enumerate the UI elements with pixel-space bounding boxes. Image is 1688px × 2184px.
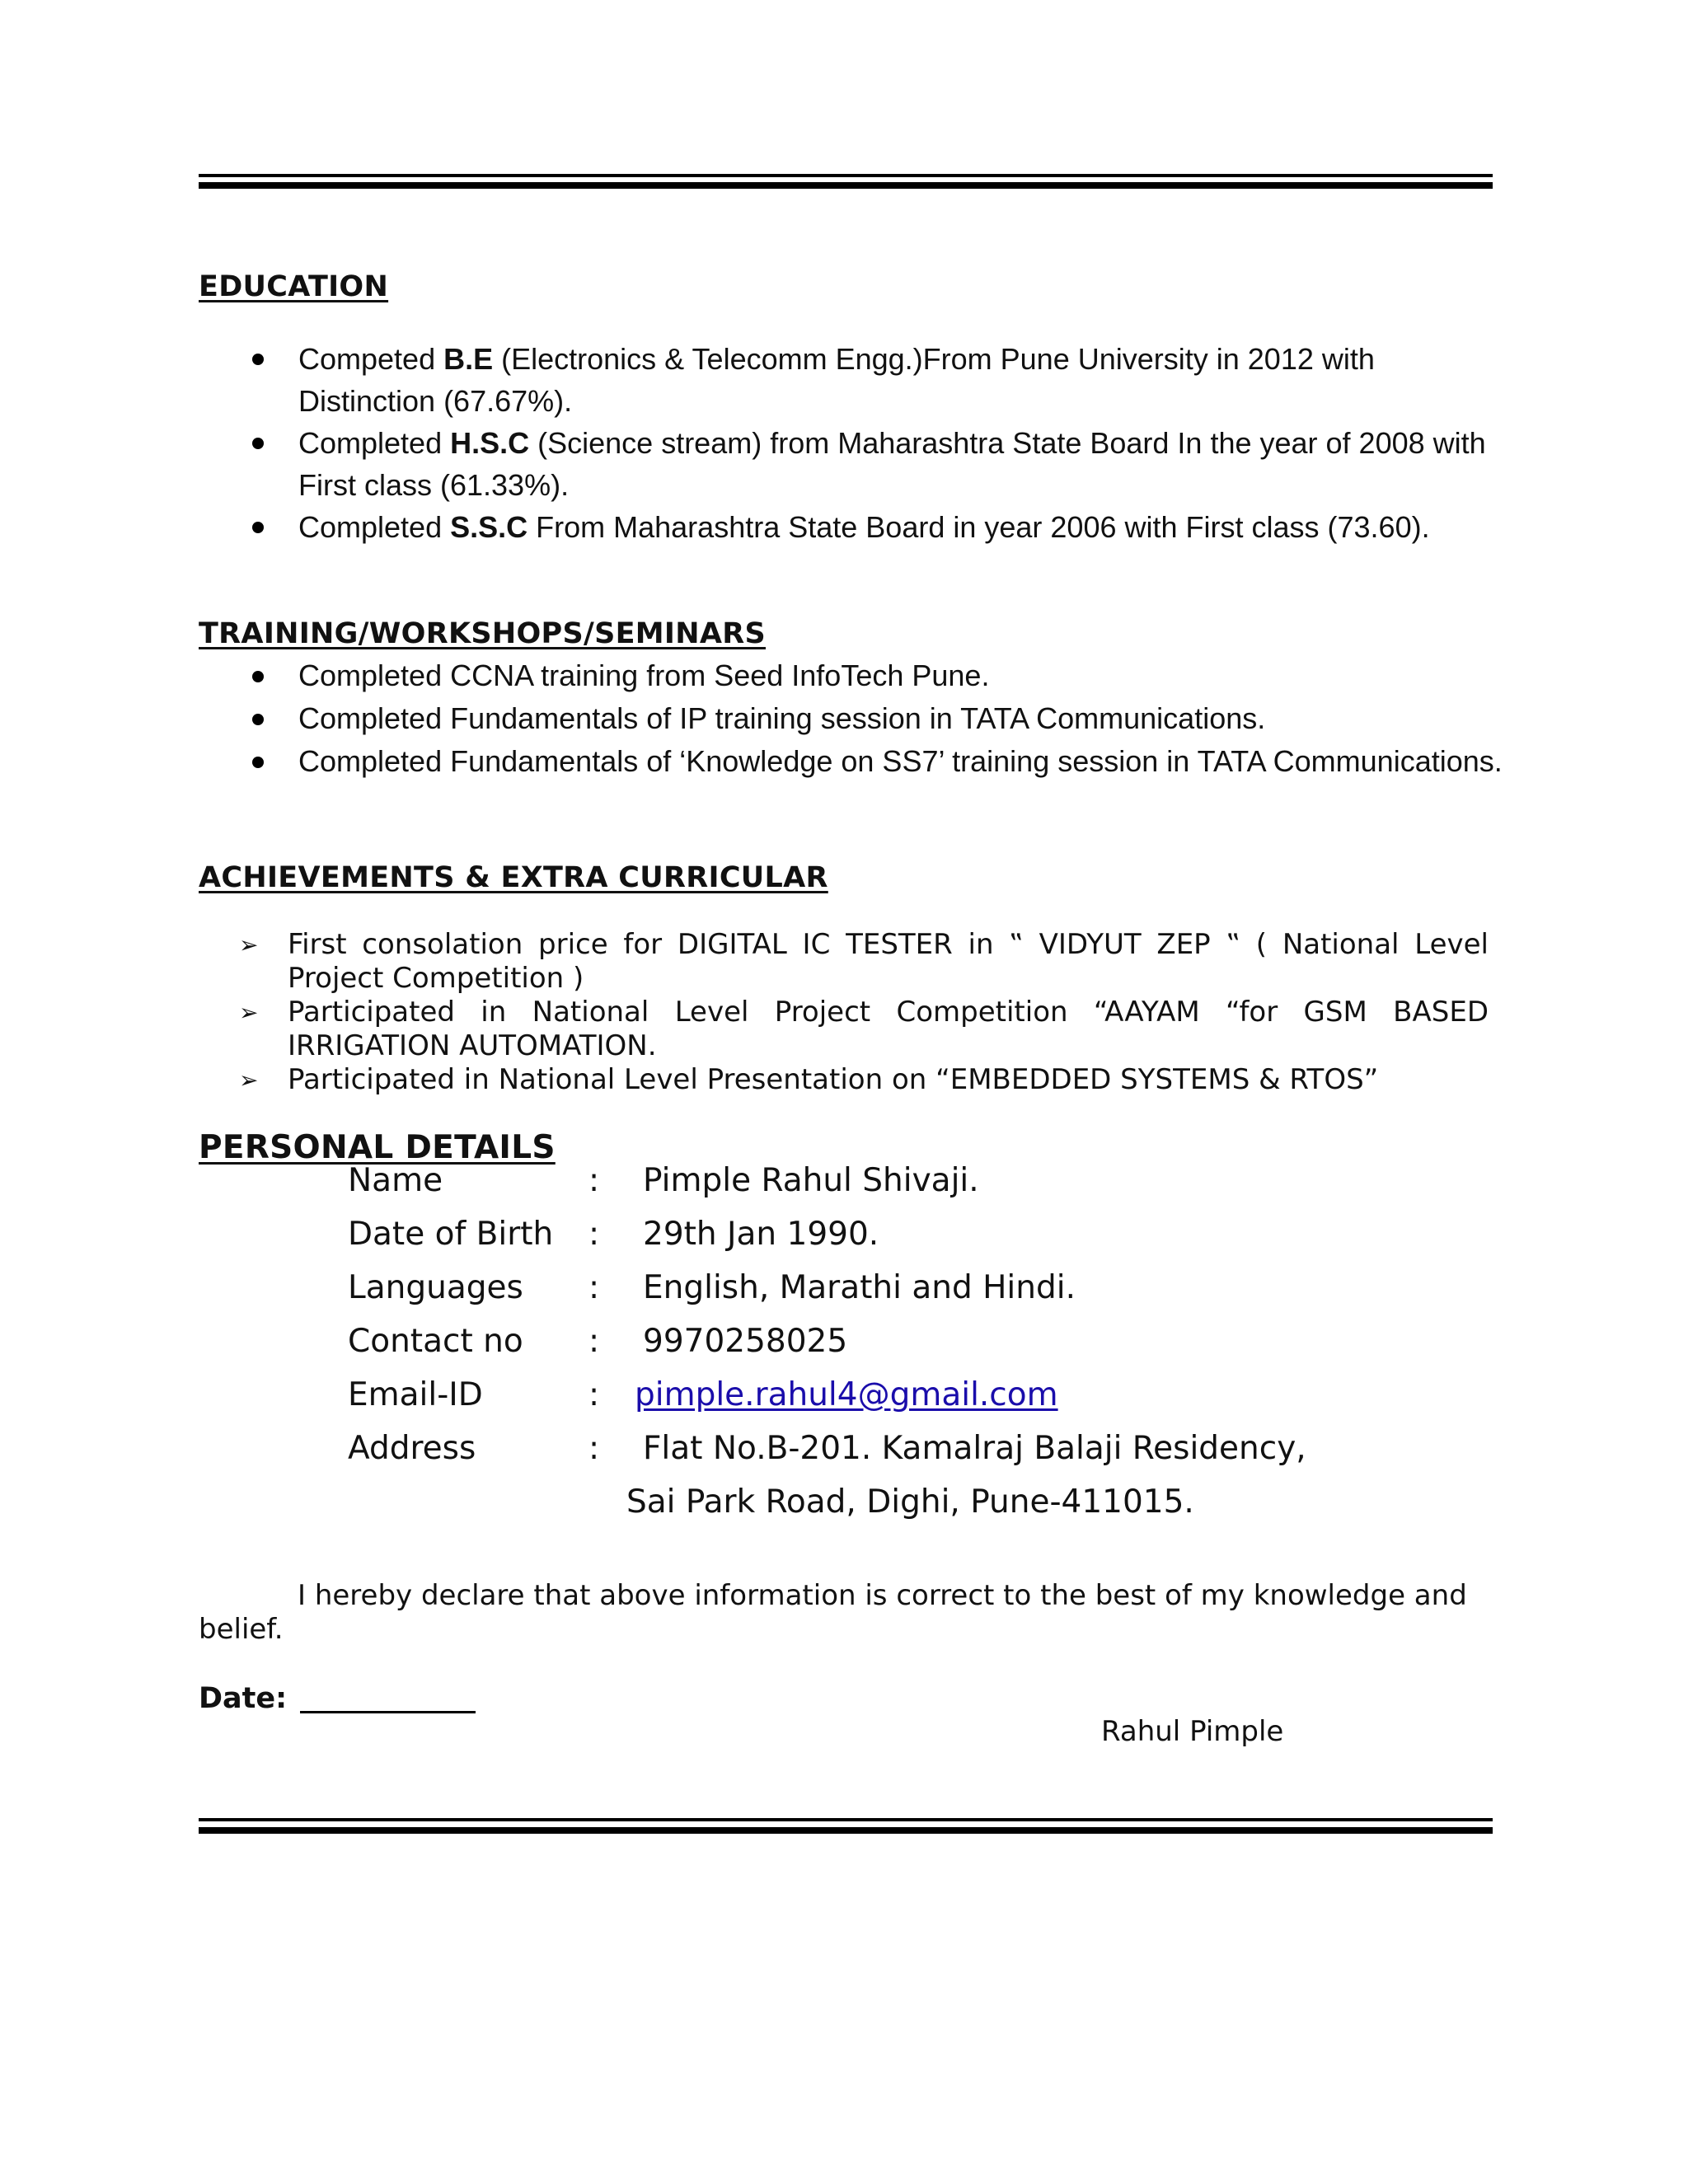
arrow-bullet-icon: ➢ bbox=[239, 999, 259, 1026]
achievements-heading: ACHIEVEMENTS & EXTRA CURRICULAR bbox=[199, 861, 828, 894]
education-item: Competed B.E (Electronics & Telecomm Engg.)From Pune University in 2012 with Distinction (67.67%). bbox=[247, 338, 1508, 422]
date-label: Date: bbox=[199, 1682, 288, 1715]
bullet-icon bbox=[252, 438, 264, 449]
training-heading: TRAINING/WORKSHOPS/SEMINARS bbox=[199, 617, 766, 650]
detail-label: Contact no bbox=[348, 1323, 523, 1360]
address-line-2: Sai Park Road, Dighi, Pune-411015. bbox=[626, 1483, 1194, 1521]
detail-separator: : bbox=[588, 1216, 600, 1253]
detail-value: Pimple Rahul Shivaji. bbox=[643, 1162, 979, 1199]
training-item: Completed Fundamentals of ‘Knowledge on SS7’ training session in TATA Communications. bbox=[247, 741, 1508, 782]
detail-value: English, Marathi and Hindi. bbox=[643, 1269, 1076, 1306]
arrow-bullet-icon: ➢ bbox=[239, 931, 259, 958]
achievement-item: ➢ First consolation price for DIGITAL IC TESTER in ‟ VIDYUT ZEP ‟ ( National Level Project Competition ) bbox=[239, 928, 1489, 995]
training-list bbox=[247, 655, 1508, 784]
education-item: Completed H.S.C (Science stream) from Maharashtra State Board In the year of 2008 with First class (61.33%). bbox=[247, 422, 1508, 506]
bullet-icon bbox=[252, 671, 264, 682]
detail-value: Flat No.B-201. Kamalraj Balaji Residency, bbox=[643, 1430, 1306, 1467]
bottom-divider-thick bbox=[199, 1827, 1493, 1834]
education-heading: EDUCATION bbox=[199, 270, 389, 303]
email-link[interactable]: pimple.rahul4@gmail.com bbox=[635, 1376, 1058, 1413]
detail-value: 9970258025 bbox=[643, 1323, 848, 1360]
achievement-item: ➢ Participated in National Level Presentation on “EMBEDDED SYSTEMS & RTOS” bbox=[239, 1063, 1379, 1096]
detail-separator: : bbox=[588, 1430, 600, 1467]
bottom-divider-thin bbox=[199, 1818, 1493, 1821]
top-divider-thin bbox=[199, 174, 1493, 177]
arrow-bullet-icon: ➢ bbox=[239, 1066, 259, 1094]
bullet-icon bbox=[252, 522, 264, 533]
training-item: Completed CCNA training from Seed InfoTech Pune. bbox=[247, 655, 1508, 696]
declaration-text: I hereby declare that above information is correct to the best of my knowledge and belief. bbox=[199, 1579, 1467, 1646]
bullet-icon bbox=[252, 354, 264, 365]
bullet-icon bbox=[252, 714, 264, 725]
personal-details-heading: PERSONAL DETAILS bbox=[199, 1129, 556, 1166]
detail-label: Address bbox=[348, 1430, 476, 1467]
detail-label: Email-ID bbox=[348, 1376, 483, 1413]
achievements-list bbox=[239, 928, 1489, 1097]
education-list bbox=[247, 338, 1508, 548]
training-item: Completed Fundamentals of IP training session in TATA Communications. bbox=[247, 698, 1508, 739]
education-item: Completed S.S.C From Maharashtra State Board in year 2006 with First class (73.60). bbox=[247, 506, 1508, 548]
detail-separator: : bbox=[588, 1162, 600, 1199]
signature-name: Rahul Pimple bbox=[1101, 1715, 1284, 1748]
date-blank-line bbox=[300, 1711, 476, 1713]
bullet-icon bbox=[252, 757, 264, 768]
detail-label: Languages bbox=[348, 1269, 523, 1306]
detail-separator: : bbox=[588, 1323, 600, 1360]
detail-separator: : bbox=[588, 1269, 600, 1306]
detail-label: Name bbox=[348, 1162, 443, 1199]
detail-value: 29th Jan 1990. bbox=[643, 1216, 879, 1253]
top-divider-thick bbox=[199, 182, 1493, 189]
detail-label: Date of Birth bbox=[348, 1216, 554, 1253]
detail-separator: : bbox=[588, 1376, 600, 1413]
achievement-item: ➢ Participated in National Level Project Competition “AAYAM “for GSM BASED IRRIGATION AUTOMATION. bbox=[239, 996, 1489, 1062]
